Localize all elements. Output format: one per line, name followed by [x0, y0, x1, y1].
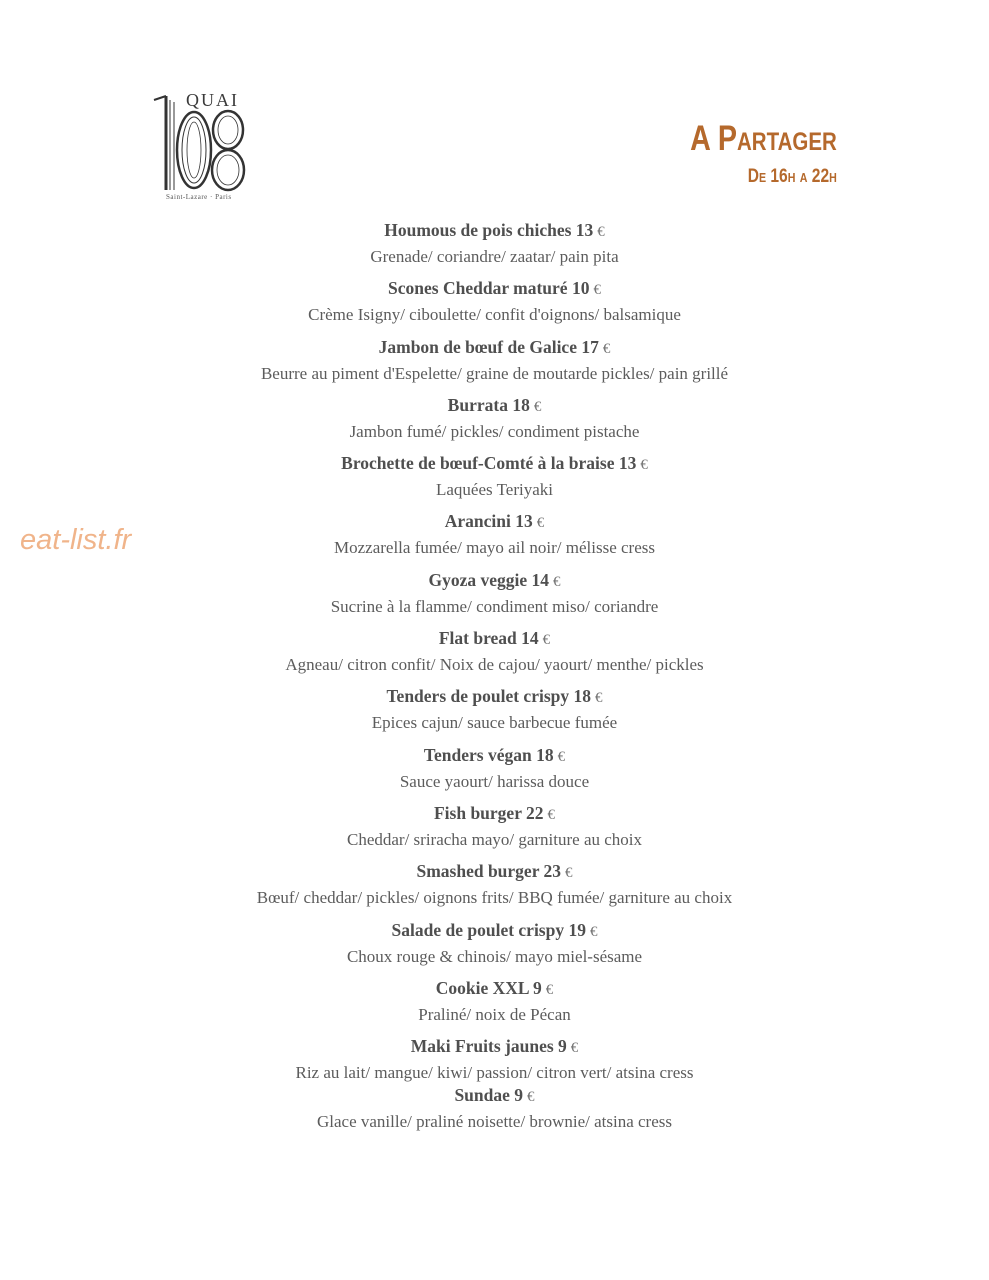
menu-item-currency: € — [542, 632, 551, 649]
menu-item-description: Grenade/ coriandre/ zaatar/ pain pita — [370, 247, 619, 266]
menu-item-description: Sucrine à la flamme/ condiment miso/ coriandre — [330, 596, 659, 616]
menu-item-price: 9 — [532, 977, 542, 998]
menu-item — [0, 801, 989, 859]
menu-item-price: 13 — [575, 220, 594, 240]
menu-item — [0, 626, 989, 684]
menu-item-currency: € — [533, 398, 542, 415]
menu-item-title — [0, 276, 989, 303]
menu-item-description: Agneau/ citron confit/ Noix de cajou/ yaourt/ menthe/ pickles — [285, 655, 704, 675]
menu-item-title — [0, 1083, 989, 1110]
menu-item-price: 13 — [515, 511, 533, 532]
menu-item-currency: € — [536, 515, 545, 532]
menu-item-name: Houmous de pois chiches — [384, 220, 572, 240]
menu-item-name: Arancini — [444, 511, 511, 532]
menu-item — [0, 393, 989, 451]
menu-item — [0, 976, 989, 1034]
menu-item — [0, 1034, 989, 1083]
menu-item-price: 18 — [573, 686, 591, 707]
menu-item — [0, 743, 989, 801]
menu-item-price: 14 — [531, 569, 550, 590]
menu-item-name: Gyoza veggie — [428, 569, 528, 590]
menu-item-price: 18 — [512, 394, 530, 415]
menu-item-description: Epices cajun/ sauce barbecue fumée — [371, 713, 618, 733]
menu-item-currency: € — [547, 806, 556, 823]
section-title: A Partager — [690, 119, 837, 158]
menu-item-price: 17 — [581, 336, 599, 357]
menu-item-price: 9 — [558, 1036, 567, 1057]
menu-item-title — [0, 684, 989, 711]
menu-item — [0, 509, 989, 567]
section-hours: De 16h a 22h — [747, 166, 837, 187]
menu-item-price: 23 — [543, 861, 562, 882]
menu-item-description: Laquées Teriyaki — [436, 480, 553, 500]
menu-item — [0, 684, 989, 742]
menu-item-name: Tenders de poulet crispy — [386, 686, 570, 707]
menu-item-title — [0, 335, 989, 362]
menu-item-description: Crème Isigny/ ciboulette/ confit d'oignons/ balsamique — [308, 305, 681, 325]
menu-item-name: Smashed burger — [416, 861, 540, 882]
menu-item-price: 10 — [571, 278, 590, 299]
menu-item — [0, 1083, 989, 1141]
menu-item-currency: € — [570, 1040, 579, 1057]
menu-item-title — [0, 626, 989, 653]
menu-item-currency: € — [597, 224, 605, 240]
menu-item-description: Jambon fumé/ pickles/ condiment pistache — [349, 421, 640, 441]
menu-item-title — [0, 393, 989, 420]
menu-item-description: Glace vanille/ praliné noisette/ brownie/ atsina cress — [317, 1112, 672, 1132]
watermark: eat-list.fr — [20, 524, 132, 556]
menu-item-name: Fish burger — [433, 802, 522, 823]
menu-list — [0, 218, 989, 1141]
menu-item — [0, 568, 989, 626]
menu-item-description: Choux rouge & chinois/ mayo miel-sésame — [346, 946, 643, 966]
menu-item-title — [0, 801, 989, 828]
menu-item — [0, 451, 989, 509]
menu-item-name: Cookie XXL — [435, 977, 529, 998]
menu-item-price: 19 — [568, 919, 586, 940]
menu-item-name: Maki Fruits jaunes — [410, 1036, 554, 1057]
menu-item-currency: € — [602, 340, 611, 357]
menu-item-name: Brochette de bœuf-Comté à la braise — [341, 453, 615, 474]
menu-item — [0, 276, 989, 334]
menu-item-name: Flat bread — [438, 628, 517, 649]
menu-item-currency: € — [545, 981, 554, 998]
restaurant-logo — [150, 90, 250, 208]
menu-item-currency: € — [640, 457, 648, 474]
menu-item-description: Beurre au piment d'Espelette/ graine de moutarde pickles/ pain grillé — [260, 363, 729, 383]
menu-item-currency: € — [589, 923, 598, 940]
logo-subtitle: Saint-Lazare · Paris — [166, 193, 232, 201]
menu-item-title — [0, 918, 989, 945]
menu-item-description: Mozzarella fumée/ mayo ail noir/ mélisse cress — [334, 538, 655, 558]
menu-item-price: 14 — [521, 628, 539, 649]
menu-item-name: Sundae — [454, 1085, 510, 1106]
menu-item-description: Praliné/ noix de Pécan — [418, 1004, 571, 1024]
logo-word: QUAI — [186, 90, 239, 110]
menu-item-title — [0, 218, 989, 245]
section-heading — [658, 119, 837, 189]
menu-item — [0, 218, 989, 276]
menu-item — [0, 918, 989, 976]
menu-item-name: Jambon de bœuf de Galice — [378, 336, 577, 357]
menu-item-title — [0, 976, 989, 1003]
menu-item-currency: € — [557, 748, 566, 765]
menu-item — [0, 335, 989, 393]
menu-item-price: 13 — [618, 453, 637, 474]
menu-item-title — [0, 568, 989, 595]
menu-item-description: Cheddar/ sriracha mayo/ garniture au choix — [346, 829, 643, 849]
menu-item-currency: € — [593, 282, 601, 299]
menu-item-price: 9 — [514, 1085, 524, 1106]
menu-item-name: Tenders végan — [423, 744, 532, 765]
menu-item-description: Riz au lait/ mangue/ kiwi/ passion/ citron vert/ atsina cress — [295, 1063, 694, 1083]
menu-item-title — [0, 1034, 989, 1061]
menu-item-currency: € — [595, 690, 603, 707]
menu-item-description: Sauce yaourt/ harissa douce — [399, 771, 590, 791]
menu-item-price: 22 — [526, 802, 544, 823]
menu-item-price: 18 — [536, 744, 554, 765]
menu-item-currency: € — [527, 1089, 535, 1106]
menu-item-currency: € — [565, 865, 573, 882]
menu-item-currency: € — [553, 573, 561, 590]
menu-item-description: Bœuf/ cheddar/ pickles/ oignons frits/ BBQ fumée/ garniture au choix — [256, 888, 733, 908]
menu-item-title — [0, 743, 989, 770]
menu-item-name: Burrata — [447, 394, 508, 415]
menu-item — [0, 859, 989, 917]
menu-item-name: Scones Cheddar maturé — [388, 278, 568, 299]
menu-item-title — [0, 451, 989, 478]
menu-item-name: Salade de poulet crispy — [391, 919, 565, 940]
menu-item-title — [0, 509, 989, 536]
menu-item-title — [0, 859, 989, 886]
logo-number-graphic — [150, 94, 250, 192]
